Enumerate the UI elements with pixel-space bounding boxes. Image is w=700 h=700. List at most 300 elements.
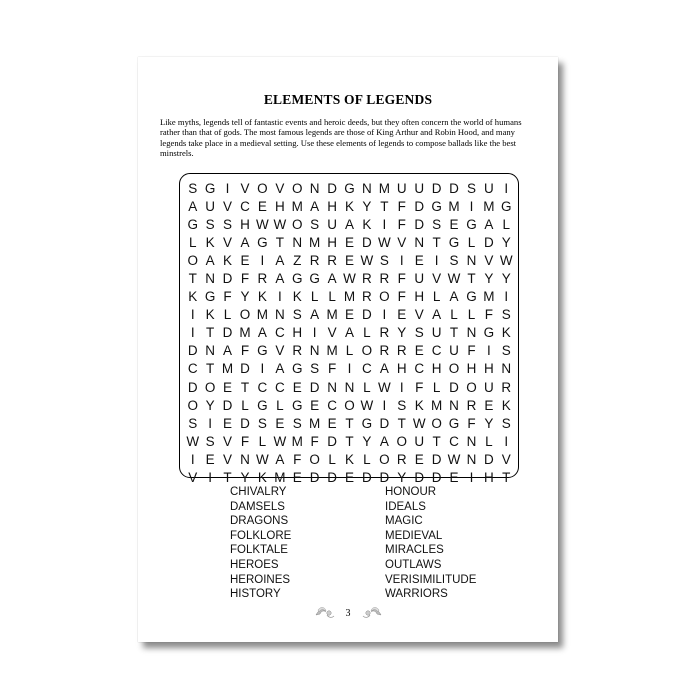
- grid-letter: E: [257, 198, 267, 214]
- grid-row: [184, 215, 515, 233]
- grid-letter: V: [484, 252, 494, 268]
- word-list-item: OUTLAWS: [385, 558, 442, 571]
- grid-letter: M: [221, 361, 234, 377]
- grid-letter: V: [188, 470, 198, 486]
- grid-letter: E: [484, 397, 494, 413]
- grid-letter: O: [291, 180, 303, 196]
- word-list-item: CHIVALRY: [230, 486, 287, 498]
- grid-letter: T: [206, 361, 215, 377]
- grid-letter: L: [485, 433, 493, 449]
- grid-row: [184, 450, 515, 468]
- grid-letter: A: [345, 216, 355, 232]
- grid-letter: I: [382, 307, 387, 323]
- grid-letter: G: [466, 216, 477, 232]
- grid-letter: H: [274, 198, 285, 214]
- grid-letter: D: [222, 325, 233, 341]
- grid-letter: H: [431, 361, 442, 377]
- grid-letter: F: [310, 433, 319, 449]
- grid-letter: K: [501, 325, 511, 341]
- grid-letter: G: [291, 397, 303, 413]
- word-list-item: IDEALS: [385, 500, 426, 513]
- grid-letter: E: [414, 343, 424, 359]
- grid-letter: I: [277, 289, 282, 305]
- grid-letter: O: [291, 216, 303, 232]
- grid-letter: F: [484, 307, 493, 323]
- grid-row: [184, 251, 515, 269]
- grid-row: [184, 414, 515, 432]
- grid-letter: I: [399, 379, 404, 395]
- word-list-item: MAGIC: [385, 515, 423, 528]
- word-list-item: WARRIORS: [385, 588, 448, 601]
- grid-letter: U: [414, 180, 425, 196]
- grid-letter: E: [414, 252, 424, 268]
- grid-letter: L: [502, 216, 511, 232]
- grid-letter: G: [257, 397, 268, 413]
- grid-letter: I: [399, 252, 404, 268]
- grid-letter: Z: [293, 252, 302, 268]
- grid-letter: T: [380, 198, 389, 214]
- grid-letter: E: [292, 379, 302, 395]
- grid-letter: O: [448, 361, 460, 377]
- grid-letter: N: [466, 451, 477, 467]
- grid-letter: F: [223, 289, 232, 305]
- grid-letter: D: [240, 415, 250, 431]
- grid-letter: A: [275, 271, 285, 287]
- grid-letter: O: [431, 415, 442, 431]
- grid-row: [184, 288, 515, 306]
- grid-letter: R: [396, 451, 407, 467]
- grid-letter: A: [327, 271, 337, 287]
- grid-letter: L: [258, 433, 267, 449]
- grid-letter: R: [362, 289, 372, 305]
- grid-letter: M: [448, 198, 460, 214]
- grid-letter: O: [239, 307, 251, 323]
- grid-letter: E: [345, 234, 355, 250]
- grid-letter: N: [274, 307, 285, 323]
- grid-letter: A: [223, 343, 233, 359]
- grid-letter: L: [310, 289, 319, 305]
- grid-letter: N: [501, 361, 512, 377]
- grid-letter: D: [309, 379, 320, 395]
- grid-letter: Y: [362, 198, 372, 214]
- grid-letter: V: [501, 451, 511, 467]
- grid-letter: O: [396, 433, 408, 449]
- grid-letter: D: [187, 379, 198, 395]
- grid-letter: L: [432, 289, 441, 305]
- grid-letter: O: [466, 379, 477, 395]
- grid-letter: I: [208, 470, 213, 486]
- grid-letter: S: [292, 307, 302, 323]
- word-list-item: HEROINES: [230, 573, 291, 586]
- grid-letter: V: [397, 234, 407, 250]
- grid-letter: G: [204, 289, 216, 305]
- grid-letter: G: [291, 271, 303, 287]
- grid-letter: T: [206, 325, 215, 341]
- grid-letter: D: [222, 271, 233, 287]
- grid-letter: C: [240, 198, 250, 214]
- word-list-item: FOLKTALE: [230, 544, 288, 557]
- grid-letter: V: [432, 271, 442, 287]
- grid-letter: I: [504, 289, 509, 305]
- grid-letter: N: [240, 451, 250, 467]
- grid-letter: I: [190, 307, 195, 323]
- grid-letter: A: [310, 307, 320, 323]
- grid-letter: K: [205, 234, 215, 250]
- page-footer: [138, 605, 558, 621]
- grid-letter: D: [484, 451, 494, 467]
- grid-letter: T: [467, 271, 476, 287]
- grid-letter: Y: [501, 271, 511, 287]
- grid-letter: D: [379, 470, 390, 486]
- grid-letter: N: [205, 271, 215, 287]
- word-list-item: VERISIMILITUDE: [385, 573, 477, 586]
- grid-letter: Y: [240, 470, 250, 486]
- grid-letter: C: [274, 325, 285, 341]
- grid-letter: F: [293, 451, 302, 467]
- grid-letter: R: [466, 397, 477, 413]
- grid-letter: T: [345, 433, 354, 449]
- grid-letter: W: [377, 234, 391, 250]
- grid-letter: U: [205, 198, 215, 214]
- grid-letter: V: [327, 325, 337, 341]
- grid-letter: W: [256, 216, 269, 232]
- grid-row: [184, 469, 515, 487]
- grid-letter: U: [396, 180, 407, 196]
- grid-letter: A: [240, 234, 250, 250]
- grid-letter: M: [483, 198, 495, 214]
- grid-letter: K: [362, 216, 372, 232]
- grid-letter: U: [484, 379, 494, 395]
- grid-letter: R: [501, 379, 512, 395]
- grid-letter: U: [414, 271, 425, 287]
- grid-letter: S: [449, 252, 459, 268]
- grid-letter: V: [223, 198, 233, 214]
- grid-letter: S: [292, 415, 302, 431]
- grid-letter: T: [432, 234, 441, 250]
- grid-letter: I: [382, 216, 387, 232]
- grid-letter: G: [361, 415, 373, 431]
- grid-row: [184, 324, 515, 342]
- grid-letter: G: [448, 415, 460, 431]
- grid-letter: M: [239, 325, 251, 341]
- grid-letter: K: [188, 289, 198, 305]
- grid-letter: A: [310, 198, 320, 214]
- grid-letter: D: [449, 379, 459, 395]
- grid-letter: D: [414, 198, 425, 214]
- grid-letter: L: [363, 325, 371, 341]
- grid-letter: E: [345, 252, 355, 268]
- grid-letter: N: [449, 397, 459, 413]
- grid-letter: T: [188, 271, 197, 287]
- grid-letter: F: [467, 343, 476, 359]
- grid-letter: K: [205, 307, 215, 323]
- grid-letter: S: [205, 433, 215, 449]
- grid-letter: V: [240, 180, 250, 196]
- grid-letter: W: [273, 216, 287, 232]
- grid-letter: O: [257, 180, 268, 196]
- grid-letter: Y: [205, 397, 215, 413]
- grid-letter: I: [504, 180, 509, 196]
- grid-letter: R: [379, 343, 390, 359]
- grid-letter: V: [414, 307, 424, 323]
- grid-letter: I: [190, 325, 195, 341]
- grid-letter: D: [362, 470, 372, 486]
- grid-letter: R: [309, 252, 320, 268]
- grid-letter: N: [466, 252, 477, 268]
- grid-letter: Y: [484, 271, 494, 287]
- grid-letter: S: [501, 307, 511, 323]
- grid-letter: G: [344, 180, 355, 196]
- grid-letter: K: [501, 397, 511, 413]
- grid-letter: A: [275, 252, 285, 268]
- grid-letter: N: [309, 343, 320, 359]
- grid-row: [184, 396, 515, 414]
- grid-letter: R: [396, 343, 407, 359]
- page-title: ELEMENTS OF LEGENDS: [263, 92, 433, 107]
- grid-letter: K: [345, 198, 355, 214]
- flying-cherub-icon: [314, 606, 336, 620]
- grid-letter: W: [412, 415, 426, 431]
- grid-letter: A: [449, 289, 459, 305]
- grid-letter: N: [292, 234, 303, 250]
- grid-letter: N: [362, 180, 372, 196]
- grid-letter: M: [309, 234, 321, 250]
- grid-letter: W: [377, 379, 391, 395]
- grid-letter: R: [257, 271, 268, 287]
- grid-letter: S: [414, 325, 424, 341]
- grid-row: [184, 378, 515, 396]
- grid-row: [184, 233, 515, 251]
- grid-letter: O: [309, 451, 320, 467]
- grid-letter: T: [240, 379, 250, 395]
- word-list-right: [385, 485, 476, 602]
- grid-letter: U: [431, 325, 442, 341]
- grid-letter: E: [310, 397, 320, 413]
- grid-letter: A: [484, 216, 494, 232]
- grid-row: [184, 342, 515, 360]
- grid-letter: E: [414, 451, 424, 467]
- grid-letter: D: [431, 180, 442, 196]
- grid-letter: K: [345, 451, 355, 467]
- grid-letter: I: [469, 198, 474, 214]
- grid-letter: W: [256, 451, 269, 467]
- grid-letter: K: [414, 397, 424, 413]
- grid-letter: T: [223, 470, 232, 486]
- grid-letter: O: [187, 252, 198, 268]
- word-search-grid-frame: [179, 173, 519, 486]
- grid-letter: Y: [240, 289, 250, 305]
- grid-letter: M: [326, 307, 338, 323]
- grid-letter: C: [327, 397, 337, 413]
- grid-letter: T: [275, 234, 284, 250]
- grid-letter: N: [466, 325, 477, 341]
- grid-letter: D: [414, 216, 425, 232]
- grid-letter: K: [257, 470, 267, 486]
- grid-letter: V: [275, 180, 285, 196]
- grid-letter: I: [504, 433, 509, 449]
- grid-letter: O: [187, 397, 198, 413]
- grid-letter: C: [431, 343, 442, 359]
- grid-letter: F: [240, 271, 250, 287]
- grid-letter: G: [448, 234, 460, 250]
- grid-letter: W: [360, 397, 374, 413]
- grid-letter: L: [241, 397, 249, 413]
- grid-letter: S: [223, 216, 233, 232]
- grid-letter: L: [328, 289, 336, 305]
- grid-letter: E: [205, 451, 215, 467]
- grid-letter: M: [309, 415, 321, 431]
- grid-letter: I: [260, 252, 265, 268]
- word-list-item: HISTORY: [230, 588, 281, 601]
- grid-letter: L: [467, 307, 476, 323]
- grid-letter: I: [487, 343, 491, 359]
- grid-letter: N: [309, 180, 320, 196]
- grid-letter: E: [449, 216, 459, 232]
- grid-letter: Y: [362, 433, 372, 449]
- grid-letter: N: [205, 343, 215, 359]
- grid-letter: S: [310, 361, 320, 377]
- grid-letter: C: [274, 379, 285, 395]
- grid-letter: I: [225, 180, 230, 196]
- grid-letter: D: [240, 361, 250, 377]
- grid-letter: S: [188, 415, 198, 431]
- grid-letter: C: [362, 361, 372, 377]
- puzzle-page: [138, 57, 558, 642]
- grid-letter: A: [188, 198, 198, 214]
- grid-letter: E: [223, 415, 233, 431]
- grid-letter: W: [273, 433, 287, 449]
- grid-letter: V: [223, 234, 233, 250]
- page-number: 3: [345, 607, 351, 619]
- grid-letter: M: [430, 397, 443, 413]
- grid-letter: M: [378, 180, 390, 196]
- grid-letter: S: [466, 180, 476, 196]
- grid-letter: R: [379, 271, 390, 287]
- grid-letter: V: [223, 433, 233, 449]
- grid-letter: G: [501, 198, 512, 214]
- grid-letter: L: [276, 397, 284, 413]
- grid-letter: V: [275, 343, 285, 359]
- grid-letter: F: [397, 216, 406, 232]
- grid-letter: A: [275, 451, 285, 467]
- grid-letter: G: [309, 271, 320, 287]
- grid-letter: E: [275, 415, 285, 431]
- grid-letter: W: [447, 271, 461, 287]
- grid-letter: H: [466, 361, 477, 377]
- grid-row: [184, 197, 515, 215]
- grid-letter: K: [223, 252, 233, 268]
- grid-letter: D: [362, 234, 372, 250]
- grid-letter: N: [466, 433, 477, 449]
- grid-letter: Y: [501, 234, 511, 250]
- word-list-item: FOLKLORE: [230, 529, 292, 542]
- word-list-item: HEROES: [230, 558, 279, 571]
- grid-letter: G: [291, 361, 303, 377]
- grid-letter: L: [345, 343, 354, 359]
- grid-letter: U: [484, 180, 494, 196]
- grid-row: [184, 306, 515, 324]
- grid-letter: C: [449, 433, 459, 449]
- grid-letter: M: [256, 307, 269, 323]
- grid-letter: Y: [397, 325, 407, 341]
- grid-letter: G: [204, 180, 216, 196]
- grid-letter: M: [483, 289, 495, 305]
- grid-letter: O: [204, 379, 216, 395]
- grid-letter: L: [450, 307, 458, 323]
- grid-letter: W: [343, 271, 356, 287]
- grid-letter: O: [379, 289, 390, 305]
- grid-letter: I: [382, 397, 387, 413]
- grid-letter: G: [466, 289, 477, 305]
- grid-letter: T: [397, 415, 406, 431]
- word-list-item: MEDIEVAL: [385, 529, 443, 542]
- grid-letter: F: [327, 361, 337, 377]
- grid-letter: I: [260, 361, 265, 377]
- grid-letter: O: [379, 451, 390, 467]
- grid-letter: L: [328, 451, 336, 467]
- grid-letter: U: [327, 216, 337, 232]
- word-list-item: DRAGONS: [230, 515, 289, 528]
- grid-letter: S: [501, 415, 511, 431]
- grid-letter: S: [432, 216, 442, 232]
- grid-letter: I: [312, 325, 317, 341]
- grid-letter: T: [345, 415, 354, 431]
- grid-letter: N: [414, 234, 425, 250]
- grid-letter: L: [363, 379, 371, 395]
- grid-letter: C: [257, 379, 268, 395]
- grid-letter: F: [397, 289, 406, 305]
- grid-letter: E: [397, 307, 407, 323]
- grid-letter: A: [257, 325, 267, 341]
- grid-letter: G: [257, 343, 268, 359]
- grid-letter: G: [187, 216, 198, 232]
- grid-letter: R: [292, 343, 303, 359]
- grid-letter: L: [363, 451, 371, 467]
- grid-letter: W: [186, 433, 200, 449]
- grid-letter: K: [257, 289, 267, 305]
- grid-letter: A: [379, 361, 389, 377]
- grid-letter: O: [361, 343, 373, 359]
- grid-row: [184, 432, 515, 450]
- grid-letter: M: [326, 343, 338, 359]
- grid-letter: K: [292, 289, 302, 305]
- grid-letter: E: [223, 379, 233, 395]
- grid-letter: S: [379, 252, 389, 268]
- grid-letter: F: [467, 415, 476, 431]
- grid-letter: M: [291, 433, 303, 449]
- grid-letter: R: [362, 271, 372, 287]
- grid-letter: E: [345, 307, 355, 323]
- grid-letter: Y: [484, 415, 494, 431]
- grid-letter: G: [257, 234, 268, 250]
- grid-letter: D: [327, 433, 337, 449]
- grid-row: [184, 179, 515, 197]
- grid-letter: A: [345, 325, 355, 341]
- grid-letter: A: [205, 252, 215, 268]
- grid-letter: R: [327, 252, 337, 268]
- grid-letter: F: [397, 198, 406, 214]
- grid-letter: E: [240, 252, 250, 268]
- grid-letter: A: [432, 307, 442, 323]
- grid-letter: A: [379, 433, 389, 449]
- grid-letter: C: [187, 361, 198, 377]
- grid-letter: D: [431, 451, 442, 467]
- flying-cherub-icon: [361, 606, 383, 620]
- grid-letter: W: [499, 252, 513, 268]
- word-list-item: HONOUR: [385, 486, 437, 498]
- grid-letter: D: [449, 180, 459, 196]
- grid-letter: S: [205, 216, 215, 232]
